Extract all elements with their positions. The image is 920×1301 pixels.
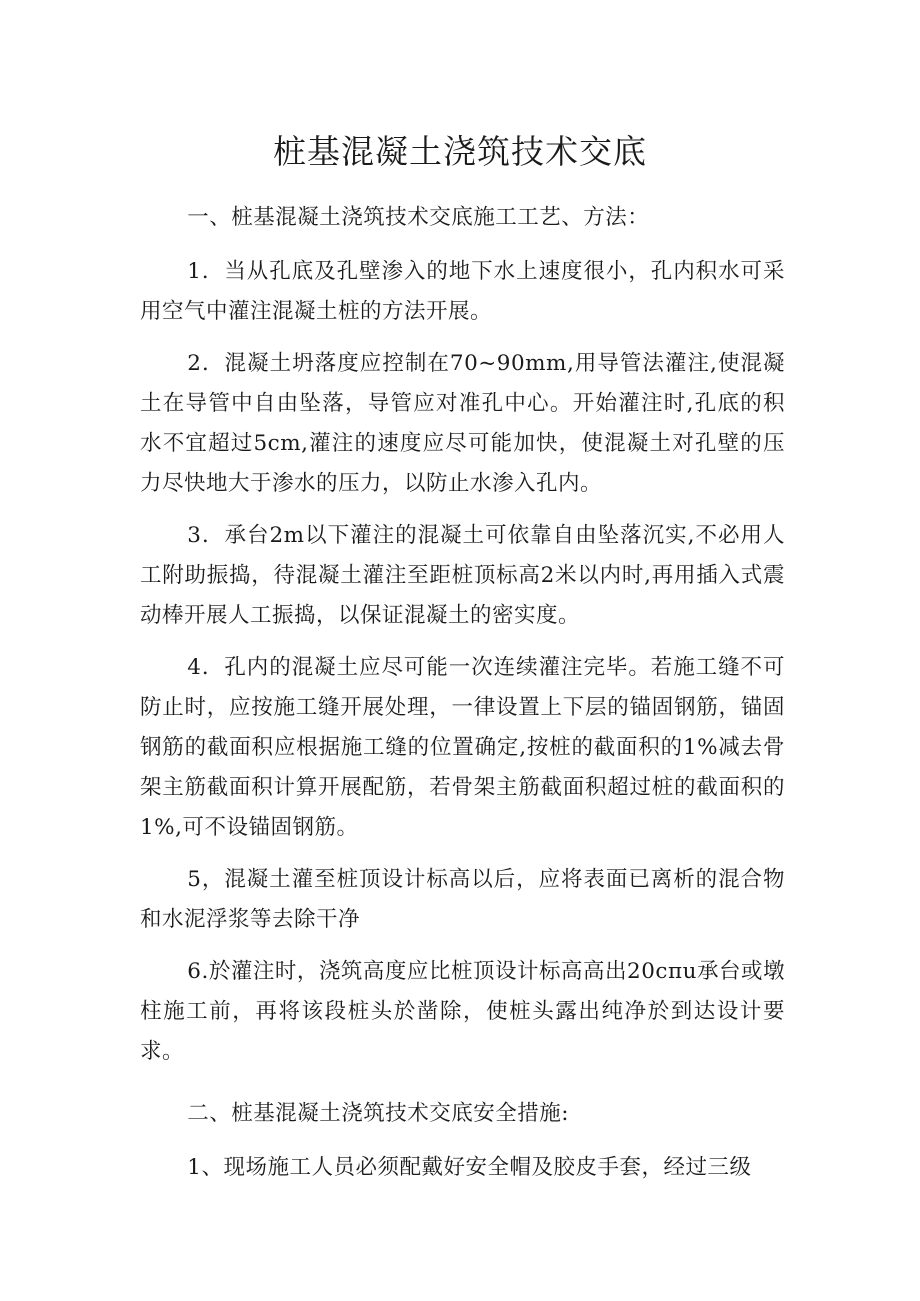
document-body xyxy=(140,198,785,1200)
paragraph-item-1: 1．当从孔底及孔壁渗入的地下水上速度很小，孔内积水可采用空气中灌注混凝土桩的方法开展。 xyxy=(140,259,785,324)
document-title: 桩基混凝土浇筑技术交底 xyxy=(273,132,647,171)
paragraph-item-7: 1、现场施工人员必须配戴好安全帽及胶皮手套，经过三级 xyxy=(187,1155,752,1180)
paragraph-item-3: 3．承台2m以下灌注的混凝土可依靠自由坠落沉实,不必用人工附助振捣，待混凝土灌注至距桩顶标高2米以内时,再用插入式震动棒开展人工振捣，以保证混凝土的密实度。 xyxy=(140,523,785,628)
paragraph-item-2: 2．混凝土坍落度应控制在70~90mm,用导管法灌注,使混凝土在导管中自由坠落，导管应对准孔中心。开始灌注时,孔底的积水不宜超过5cm,灌注的速度应尽可能加快，使混凝土对孔壁的压力尽快地大于渗水的压力，以防止水渗入孔内。 xyxy=(140,351,785,496)
paragraph-item-6: 6.於灌注时，浇筑高度应比桩顶设计标高高出20cπu承台或墩柱施工前，再将该段桩头於凿除，使桩头露出纯净於到达设计要求。 xyxy=(140,959,785,1064)
section-heading-1: 一、桩基混凝土浇筑技术交底施工工艺、方法： xyxy=(187,205,650,230)
paragraph-item-4: 4．孔内的混凝土应尽可能一次连续灌注完毕。若施工缝不可防止时，应按施工缝开展处理，一律设置上下层的锚固钢筋，锚固钢筋的截面积应根据施工缝的位置确定,按桩的截面积的1%减去骨架主筋截面积计算开展配筋，若骨架主筋截面积超过桩的截面积的1%,可不设锚固钢筋。 xyxy=(140,655,785,840)
paragraph-item-5: 5，混凝土灌至桩顶设计标高以后，应将表面已离析的混合物和水泥浮浆等去除干净 xyxy=(140,867,785,932)
section-heading-2: 二、桩基混凝土浇筑技术交底安全措施: xyxy=(187,1101,570,1126)
section-spacer xyxy=(140,1084,785,1094)
